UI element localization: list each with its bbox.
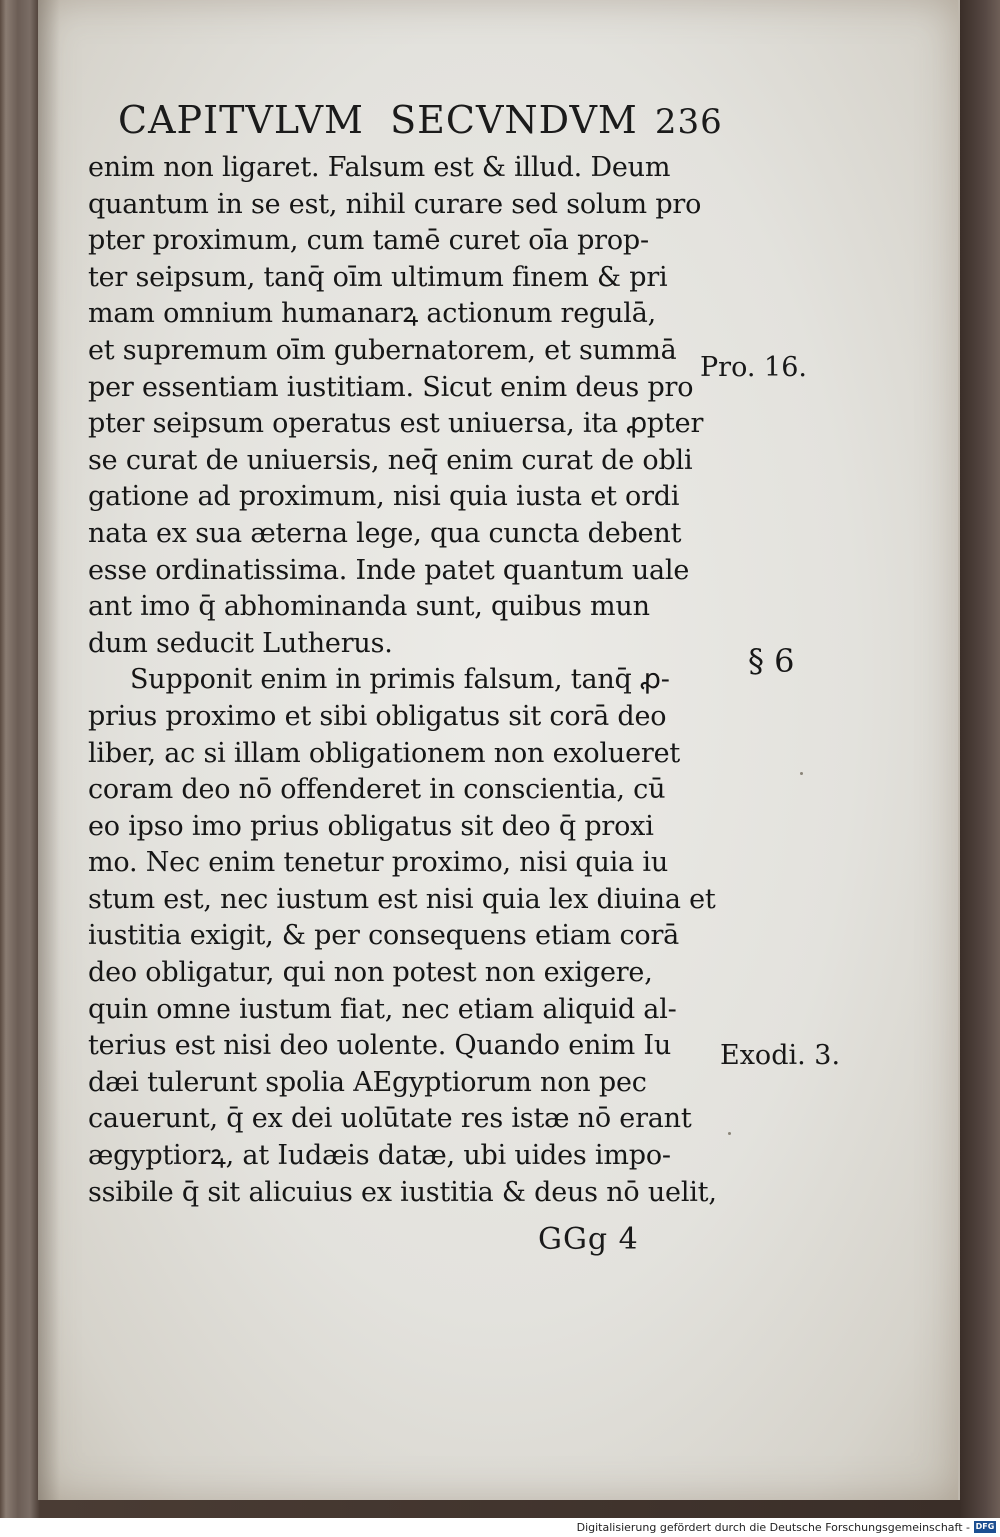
text-line: deo obligatur, qui non potest non exigere, bbox=[88, 957, 653, 989]
text-line: ant imo q̄ abhominanda sunt, quibus mun bbox=[88, 591, 650, 623]
text-line: iustitia exigit, & per consequens etiam corā bbox=[88, 920, 680, 952]
text-line: stum est, nec iustum est nisi quia lex diuina et bbox=[88, 883, 716, 915]
text-line: ter seipsum, tanq̄ oīm ultimum finem & pri bbox=[88, 261, 668, 293]
text-line: dæi tulerunt spolia AEgyptiorum non pec bbox=[88, 1066, 647, 1098]
text-line: nata ex sua æterna lege, qua cuncta debent bbox=[88, 517, 682, 549]
text-line: et supremum oīm gubernatorem, et summā bbox=[88, 334, 677, 366]
marginal-note-proverbs: Pro. 16. bbox=[700, 352, 807, 383]
running-head-title: CAPITVLVM SECVNDVM bbox=[118, 98, 638, 142]
text-line: pter seipsum operatus est uniuersa, ita ꝓpter bbox=[88, 408, 704, 440]
text-line: dum seducit Lutherus. bbox=[88, 627, 393, 659]
text-line: se curat de uniuersis, neq̄ enim curat de obli bbox=[88, 444, 693, 476]
text-line: esse ordinatissima. Inde patet quantum uale bbox=[88, 554, 690, 586]
text-line: pter proximum, cum tamē curet oīa prop- bbox=[88, 225, 649, 257]
signature-mark: GGg 4 bbox=[538, 1222, 639, 1257]
text-line: eo ipso imo prius obligatus sit deo q̄ proxi bbox=[88, 810, 654, 842]
text-line: mam omnium humanarꝝ actionum regulā, bbox=[88, 298, 656, 330]
text-line: enim non ligaret. Falsum est & illud. Deum bbox=[88, 152, 671, 183]
section-mark: § 6 bbox=[748, 642, 795, 680]
text-line: ssibile q̄ sit alicuius ex iustitia & deus nō uelit, bbox=[88, 1176, 717, 1208]
text-line: quin omne iustum fiat, nec etiam aliquid al- bbox=[88, 993, 677, 1025]
dfg-logo: DFG bbox=[975, 1522, 995, 1531]
folio-number: 236 bbox=[654, 102, 723, 142]
text-line: cauerunt, q̄ ex dei uolūtate res istæ nō erant bbox=[88, 1103, 692, 1135]
funding-credit: Digitalisierung gefördert durch die Deutsche Forschungsgemeinschaft - bbox=[576, 1521, 970, 1534]
running-head bbox=[118, 98, 723, 142]
text-line-paragraph-start: Supponit enim in primis falsum, tanq̄ ꝓ- bbox=[130, 664, 670, 696]
text-line: prius proximo et sibi obligatus sit corā deo bbox=[88, 700, 667, 732]
text-line: quantum in se est, nihil curare sed solum pro bbox=[88, 188, 702, 220]
paper-speck bbox=[728, 1132, 731, 1135]
text-line: coram deo nō offenderet in conscientia, cū bbox=[88, 774, 666, 806]
paper-speck bbox=[800, 772, 803, 775]
text-block bbox=[88, 150, 758, 1211]
text-line: per essentiam iustitiam. Sicut enim deus pro bbox=[88, 371, 694, 403]
text-line: gatione ad proximum, nisi quia iusta et ordi bbox=[88, 481, 680, 513]
text-line: mo. Nec enim tenetur proximo, nisi quia iu bbox=[88, 847, 669, 879]
book-page bbox=[38, 0, 960, 1500]
text-line: ægyptiorꝝ, at Iudæis datæ, ubi uides impo- bbox=[88, 1140, 671, 1172]
text-line: terius est nisi deo uolente. Quando enim Iu bbox=[88, 1030, 672, 1062]
marginal-note-exodus: Exodi. 3. bbox=[720, 1040, 841, 1071]
text-line: liber, ac si illam obligationem non exolueret bbox=[88, 737, 681, 769]
